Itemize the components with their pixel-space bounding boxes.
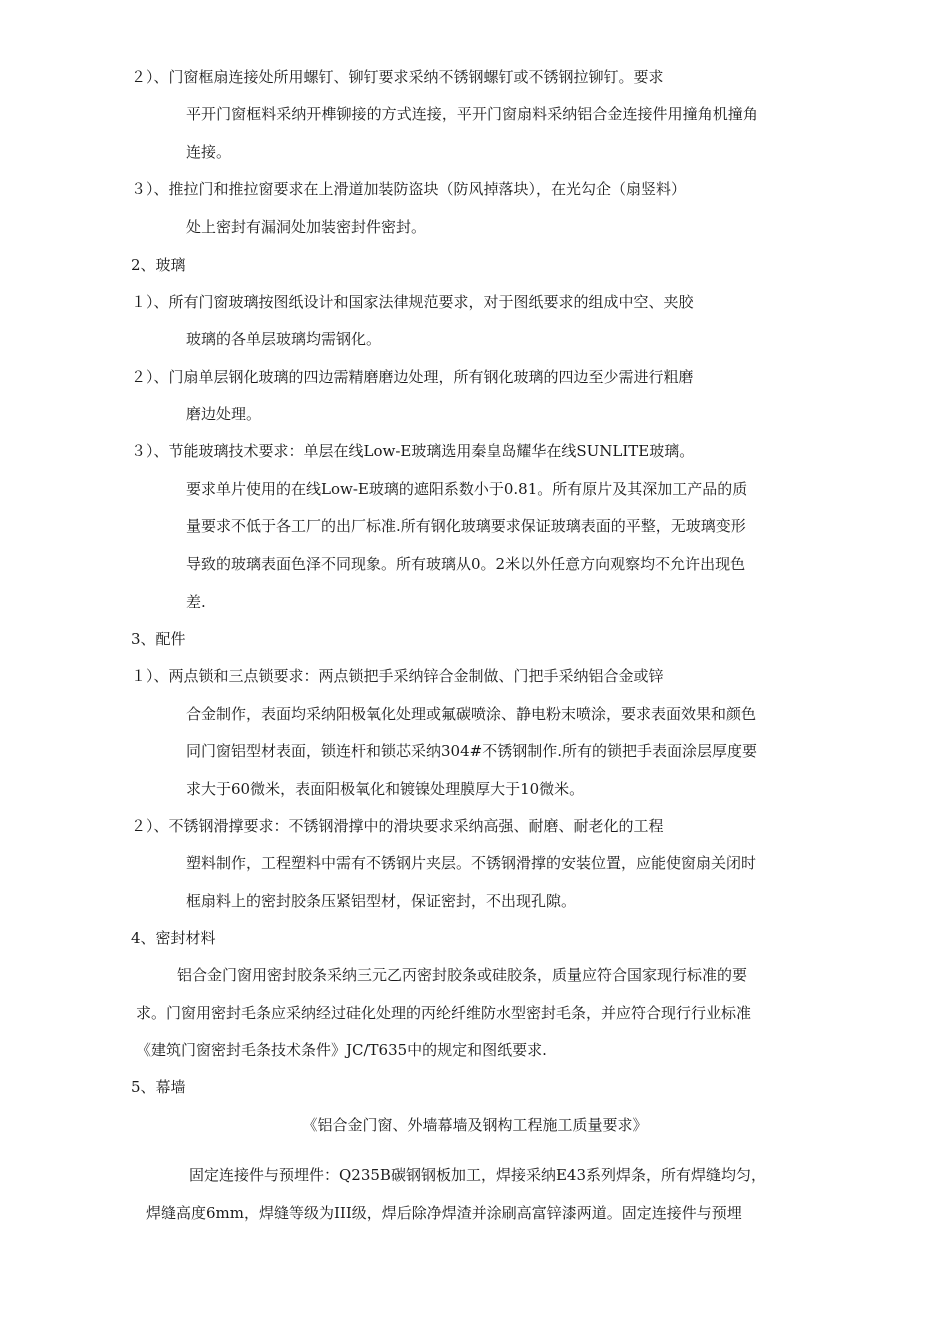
text-line: １）、两点锁和三点锁要求：两点锁把手采纳锌合金制做、门把手采纳铝合金或锌 [131,667,664,685]
section-heading: 5、幕墙 [131,1078,186,1096]
text-line: 要求单片使用的在线Low-E玻璃的遮阳系数小于0.81。所有原片及其深加工产品的质 [186,480,748,498]
text-line: 玻璃的各单层玻璃均需钢化。 [186,330,382,348]
text-line: 求大于60微米，表面阳极氧化和镀镍处理膜厚大于10微米。 [186,780,585,798]
text-line: 塑料制作，工程塑料中需有不锈钢片夹层。不锈钢滑撑的安装位置，应能使窗扇关闭时 [186,854,757,872]
text-line: 平开门窗框料采纳开榫铆接的方式连接，平开门窗扇料采纳铝合金连接件用撞角机撞角 [186,105,758,123]
subsection-title: 《铝合金门窗、外墙幕墙及钢构工程施工质量要求》 [302,1116,648,1134]
section-heading: 2、玻璃 [131,256,186,274]
text-line: 框扇料上的密封胶条压紧铝型材，保证密封，不出现孔隙。 [186,892,577,910]
text-line: 差. [186,593,206,611]
text-line: 铝合金门窗用密封胶条采纳三元乙丙密封胶条或硅胶条，质量应符合国家现行标准的要 [177,966,748,984]
text-line: 导致的玻璃表面色泽不同现象。所有玻璃从0。2米以外任意方向观察均不允许出现色 [186,555,746,573]
text-line: 连接。 [186,143,232,161]
text-line: 求。门窗用密封毛条应采纳经过硅化处理的丙纶纤维防水型密封毛条，并应符合现行行业标准 [136,1004,752,1022]
text-line: 《建筑门窗密封毛条技术条件》JC/T635中的规定和图纸要求. [136,1041,547,1059]
text-line: 焊缝高度6mm，焊缝等级为III级，焊后除净焊渣并涂刷高富锌漆两道。固定连接件与预埋 [146,1204,742,1222]
text-line: ２）、不锈钢滑撑要求：不锈钢滑撑中的滑块要求采纳高强、耐磨、耐老化的工程 [131,817,664,835]
section-heading: 3、配件 [131,630,186,648]
text-line: ３）、节能玻璃技术要求：单层在线Low-E玻璃选用秦皇岛耀华在线SUNLITE玻璃。 [131,442,695,460]
text-line: ２）、门窗框扇连接处所用螺钉、铆钉要求采纳不锈钢螺钉或不锈钢拉铆钉。要求 [131,68,664,86]
text-line: １）、所有门窗玻璃按图纸设计和国家法律规范要求，对于图纸要求的组成中空、夹胶 [131,293,694,311]
text-line: 量要求不低于各工厂的出厂标准.所有钢化玻璃要求保证玻璃表面的平整，无玻璃变形 [186,517,746,535]
text-line: ３）、推拉门和推拉窗要求在上滑道加装防盗块（防风掉落块），在光勾企（扇竖料） [131,180,687,198]
text-line: 处上密封有漏洞处加装密封件密封。 [186,218,427,236]
text-line: 固定连接件与预埋件：Q235B碳钢钢板加工，焊接采纳E43系列焊条，所有焊缝均匀， [189,1166,766,1184]
section-heading: 4、密封材料 [131,929,216,947]
text-line: 同门窗铝型材表面，锁连杆和锁芯采纳304#不锈钢制作.所有的锁把手表面涂层厚度要 [186,742,757,760]
text-line: 合金制作，表面均采纳阳极氧化处理或氟碳喷涂、静电粉末喷涂，要求表面效果和颜色 [186,705,757,723]
text-line: 磨边处理。 [186,405,262,423]
text-line: ２）、门扇单层钢化玻璃的四边需精磨磨边处理，所有钢化玻璃的四边至少需进行粗磨 [131,368,694,386]
